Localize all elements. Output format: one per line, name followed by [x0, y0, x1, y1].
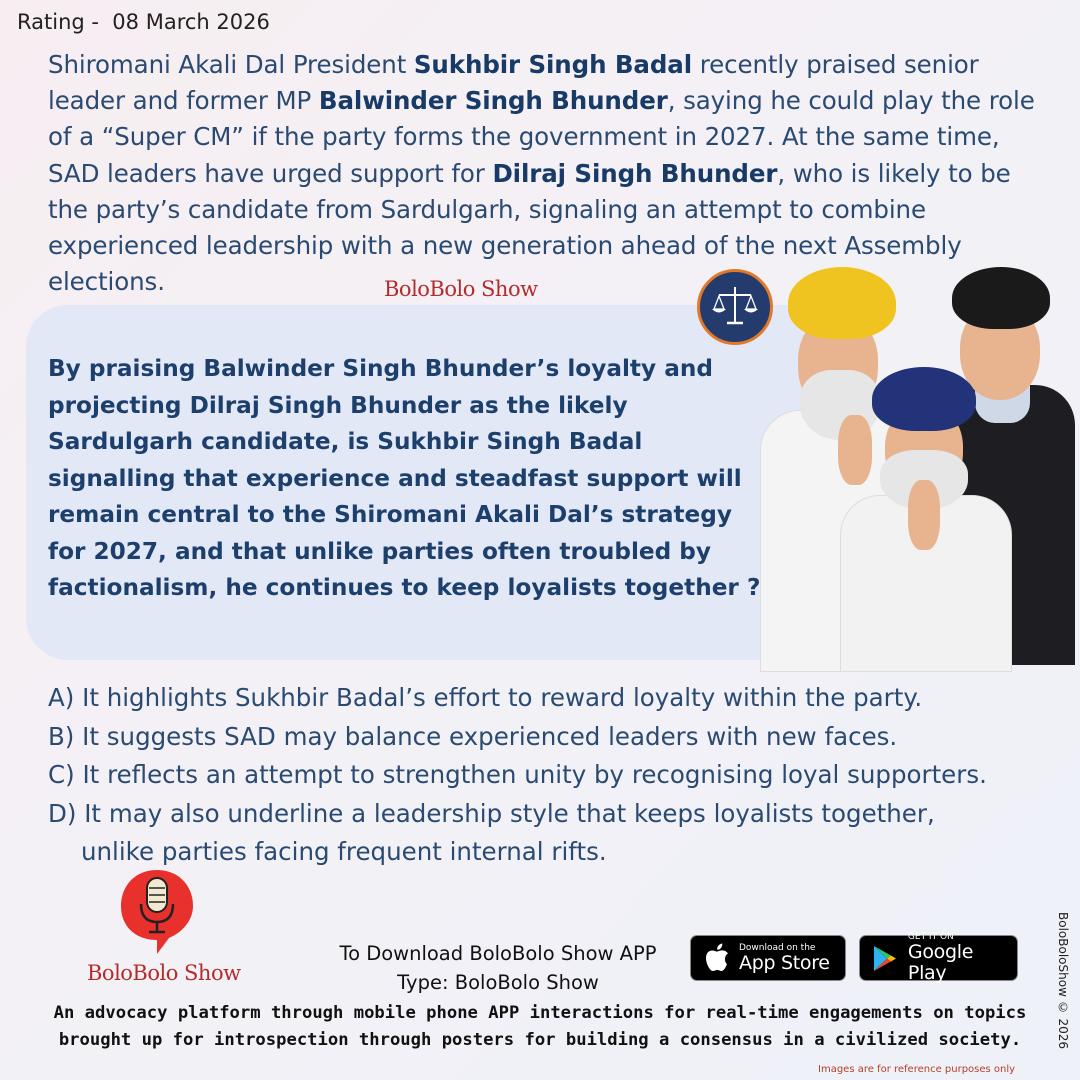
option-d[interactable]	[48, 795, 1068, 872]
intro-paragraph	[48, 47, 1058, 300]
brand-wordmark-top: BoloBolo Show	[384, 277, 538, 301]
google-play-icon	[868, 945, 902, 972]
microphone-icon	[117, 866, 197, 956]
leaders-photo	[760, 265, 1075, 670]
intro-text-4: , who is likely to be the party’s candidate from Sardulgarh, signaling an attempt to combine experienced leadership with a new generation ahead of the next Assembly elections.	[48, 158, 1011, 297]
google-play-small-text: GET IT ON	[907, 932, 954, 942]
intro-name-balwinder: Balwinder Singh Bhunder	[318, 86, 668, 116]
download-instructions	[330, 939, 666, 997]
intro-text-2: recently praised senior leader and former MP	[48, 50, 979, 116]
app-store-big-text: App Store	[739, 951, 830, 974]
option-b[interactable]: B) It suggests SAD may balance experienced leaders with new faces.	[48, 721, 898, 751]
apple-icon	[699, 943, 735, 973]
image-disclaimer: Images are for reference purposes only	[818, 1064, 1016, 1075]
intro-text-3: , saying he could play the role of a “Super CM” if the party forms the government in 2027. At the same time, SAD leaders have urged support for	[48, 86, 1035, 188]
google-play-big-text: Google Play	[907, 941, 974, 984]
download-line-1: To Download BoloBolo Show APP	[339, 942, 657, 965]
option-d-line-2: unlike parties facing frequent internal rifts.	[81, 837, 607, 866]
tagline-line-2: brought up for introspection through posters for building a consensus in a civilized society.	[58, 1030, 1022, 1050]
platform-tagline	[30, 1000, 1050, 1054]
app-store-badge[interactable]	[690, 935, 846, 981]
person-blue-turban	[840, 365, 1010, 670]
answer-options	[48, 679, 1068, 872]
brand-wordmark-bottom: BoloBolo Show	[87, 961, 241, 985]
download-line-2: Type: BoloBolo Show	[397, 971, 599, 994]
option-c[interactable]: C) It reflects an attempt to strengthen unity by recognising loyal supporters.	[48, 760, 987, 789]
google-play-badge[interactable]	[859, 932, 1018, 984]
intro-name-sukhbir: Sukhbir Singh Badal	[413, 50, 693, 79]
option-a[interactable]: A) It highlights Sukhbir Badal’s effort to reward loyalty within the party.	[48, 683, 923, 712]
tagline-line-1: An advocacy platform through mobile phone APP interactions for real-time engagements on topics	[53, 1003, 1027, 1023]
question-text: By praising Balwinder Singh Bhunder’s loyalty and projecting Dilraj Singh Bhunder as the likely Sardulgarh candidate, is Sukhbir Singh Badal signalling that experience and steadfast support will remain central to the Shiromani Akali Dal’s strategy for 2027, and that unlike parties often troubled by factionalism, he continues to keep loyalists together ?	[48, 355, 761, 601]
intro-text-1: Shiromani Akali Dal President	[48, 50, 414, 79]
app-store-small-text: Download on the	[739, 942, 816, 953]
option-d-line-1: D) It may also underline a leadership style that keeps loyalists together,	[48, 798, 935, 828]
poster-date: Rating - 08 March 2026	[17, 10, 270, 34]
intro-name-dilraj: Dilraj Singh Bhunder	[492, 158, 778, 188]
copyright-notice: BoloBoloShow © 2026	[1056, 912, 1070, 1050]
